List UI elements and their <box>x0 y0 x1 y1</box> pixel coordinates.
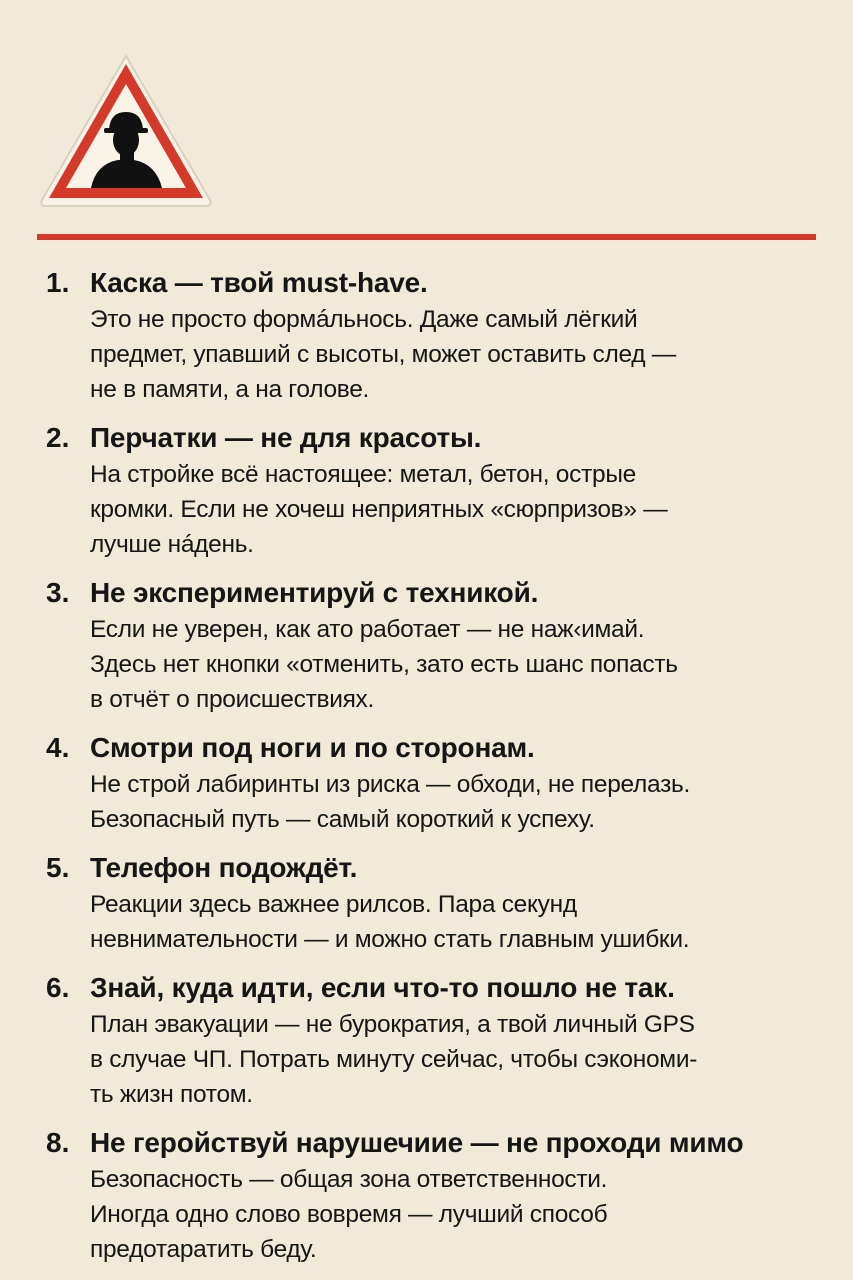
list-item <box>46 849 846 957</box>
rule-body <box>90 887 846 957</box>
list-item <box>46 969 846 1112</box>
rule-title: Телефон подождёт. <box>90 852 358 883</box>
rule-line: кромки. Если не хочеш неприятных «сюрпризов» — <box>90 496 668 523</box>
rule-number: 5. <box>46 852 70 883</box>
rule-line: Реакции здесь важнее рилсов. Пара секунд <box>90 891 577 918</box>
rule-number: 8. <box>46 1127 70 1158</box>
list-item <box>46 1124 846 1267</box>
rule-title: Перчатки — не для красоты. <box>90 422 482 453</box>
rule-body <box>90 612 846 717</box>
rule-line: невнимательности — и можно стать главным ушибки. <box>90 926 690 953</box>
rule-line: Иногда одно слово вовремя — лучший способ <box>90 1201 608 1228</box>
list-item <box>46 729 846 837</box>
rule-title: Знай, куда идти, если что-то пошло не так. <box>90 972 675 1003</box>
rule-title: Смотри под ноги и по сторонам. <box>90 732 535 763</box>
rule-line: не в памяти, а на голове. <box>90 376 370 403</box>
construction-worker-warning-sign-icon <box>36 50 216 210</box>
rule-body <box>90 767 846 837</box>
rule-line: Если не уверен, как ато работает — не наж‹имай. <box>90 616 645 643</box>
rule-number: 2. <box>46 422 70 453</box>
rule-line: Безопасный путь — самый короткий к успеху. <box>90 806 595 833</box>
list-item <box>46 419 846 562</box>
rule-body <box>90 457 846 562</box>
rule-line: в отчёт о происшествиях. <box>90 686 375 713</box>
rule-line: Безопасность — общая зона ответственности. <box>90 1166 608 1193</box>
rule-line: Здесь нет кнопки «отменить, зато есть шанс попасть <box>90 651 678 678</box>
rule-line: Это не просто формáльнось. Даже самый лёгкий <box>90 306 638 333</box>
list-item <box>46 264 846 407</box>
rule-body <box>90 1162 846 1267</box>
rule-line: Не строй лабиринты из риска — обходи, не перелазь. <box>90 771 690 798</box>
rule-line: лучше нáдень. <box>90 531 254 558</box>
rule-title: Не экспериментируй с техникой. <box>90 577 539 608</box>
rule-line: На стройке всё настоящее: метал, бетон, острые <box>90 461 636 488</box>
safety-rules-list <box>46 264 846 1279</box>
rule-line: План эвакуации — не бурократия, а твой личный GPS <box>90 1011 695 1038</box>
rule-number: 3. <box>46 577 70 608</box>
rule-number: 4. <box>46 732 70 763</box>
list-item <box>46 574 846 717</box>
rule-line: предмет, упавший с высоты, может оставить след — <box>90 341 676 368</box>
rule-title: Каска — твой must-have. <box>90 267 428 298</box>
rule-body <box>90 1007 846 1112</box>
rule-line: ть жизн потом. <box>90 1081 253 1108</box>
rule-number: 6. <box>46 972 70 1003</box>
rule-title: Не геройствуй нарушечиие — не проходи мимо <box>90 1127 744 1158</box>
rule-line: в случае ЧП. Потрать минуту сейчас, чтобы сэкономи- <box>90 1046 698 1073</box>
rule-number: 1. <box>46 267 70 298</box>
header-divider <box>37 234 816 240</box>
rule-body <box>90 302 846 407</box>
rule-line: предотаратить беду. <box>90 1236 317 1263</box>
